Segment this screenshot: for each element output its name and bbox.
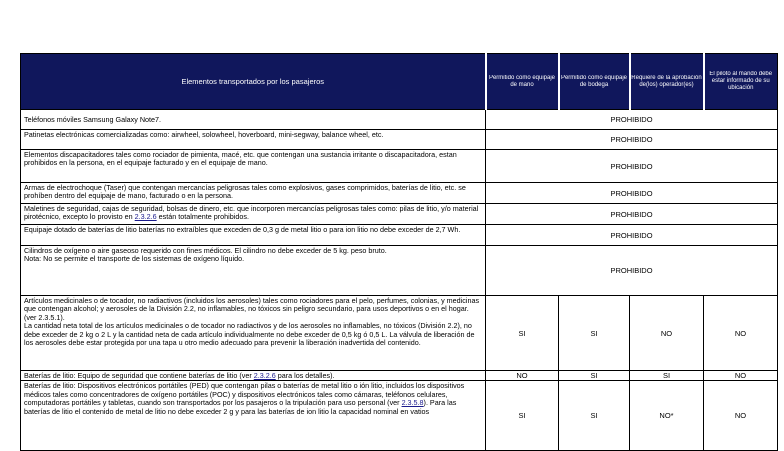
row-description: Elementos discapacitadores tales como rociador de pimienta, macé, etc. que contengan una sustancia irritante o discapacitadora, estan prohibidos en la persona, en el equipaje facturado y en el equipaje de mano. (21, 150, 486, 183)
desc-text: están totalmente prohibidos. (156, 212, 249, 222)
cell-operator-approval: SI (630, 371, 704, 381)
section-link[interactable]: 2.3.2.6 (134, 212, 157, 222)
cell-carry-on: NO (486, 371, 559, 381)
table-row (21, 296, 778, 371)
desc-paragraph: Artículos medicinales o de tocador, no radiactivos (incluidos los aerosoles) tales como rociadores para el pelo, perfumes, colonias, y medicinas que contengan alcohol; y aerosoles de la División 2.2, no inflamables, no tóxicos sin peligro secundario, para usos deportivos o en el hogar. (ver 2.3.5.1). (24, 296, 480, 322)
header-items-carried: Elementos transportados por los pasajeros (21, 54, 486, 110)
table-row (21, 150, 778, 183)
header-pilot-informed (704, 54, 778, 110)
row-status: PROHIBIDO (486, 204, 778, 225)
row-status: PROHIBIDO (486, 225, 778, 246)
row-status: PROHIBIDO (486, 110, 778, 130)
row-description: Equipaje dotado de baterías de litio baterías no extraíbles que exceden de 0,3 g de metal litio o para ion litio no debe exceder de 2,7 Wh. (21, 225, 486, 246)
row-description (21, 381, 486, 451)
row-description (21, 204, 486, 225)
row-description: Patinetas electrónicas comercializadas como: airwheel, solowheel, hoverboard, mini-segway, balance wheel, etc. (21, 130, 486, 150)
cell-checked: SI (559, 381, 630, 451)
table-header-row (21, 54, 778, 110)
header-carry-on (486, 54, 559, 110)
row-status: PROHIBIDO (486, 183, 778, 204)
row-status: PROHIBIDO (486, 150, 778, 183)
header-operator-approval-label: Requiere de la aprobación de(los) operador(es) (631, 74, 702, 88)
table-row (21, 381, 778, 451)
cell-operator-approval: NO (630, 296, 704, 371)
row-description (21, 296, 486, 371)
table-row (21, 130, 778, 150)
table-row (21, 225, 778, 246)
desc-text: Baterías de litio: Equipo de seguridad que contiene baterías de litio (ver (24, 371, 254, 380)
cell-pilot-informed: NO (704, 371, 778, 381)
table-row (21, 204, 778, 225)
header-checked-label: Permitido como equipaje de bodega (560, 74, 628, 88)
row-status: PROHIBIDO (486, 130, 778, 150)
dangerous-goods-table (20, 53, 778, 451)
desc-paragraph: Cilindros de oxígeno o aire gaseoso requerido con fines médicos. El cilindro no debe exceder de 5 kg. peso bruto. (24, 246, 387, 255)
table-row (21, 110, 778, 130)
row-description: Teléfonos móviles Samsung Galaxy Note7. (21, 110, 486, 130)
cell-pilot-informed: NO (704, 296, 778, 371)
section-link[interactable]: 2.3.2.6 (253, 371, 276, 380)
desc-note: Nota: No se permite el transporte de los sistemas de oxígeno líquido. (24, 254, 245, 264)
row-status: PROHIBIDO (486, 246, 778, 296)
desc-paragraph: La cantidad neta total de los artículos medicinales o de tocador no radiactivos y de los aerosoles no inflamables, no tóxicos (División 2.2), no debe exceder de 2 kg o 2 L y la cantidad neta de cada artículo individualmente no debe exceder de 0,5 kg ó 0,5 L. La válvula de liberación de los aerosoles debe estar protegida por una tapa u otro medio adecuado para prevenir la liberación inadvertida del contenido. (24, 321, 475, 348)
header-operator-approval (630, 54, 704, 110)
header-carry-on-label: Permitido como equipaje de mano (488, 74, 556, 88)
cell-checked: SI (559, 296, 630, 371)
desc-text: Maletines de seguridad, cajas de seguridad, bolsas de dinero, etc. que incorporen mercancías peligrosas tales como: pilas de litio, y/o material pirotécnico, excepto lo provisto en (24, 204, 479, 222)
table-row (21, 246, 778, 296)
row-description (21, 246, 486, 296)
cell-pilot-informed: NO (704, 381, 778, 451)
header-pilot-informed-label: El piloto al mando debe estar informado de su ubicación (709, 71, 773, 91)
table-row (21, 183, 778, 204)
cell-operator-approval: NO* (630, 381, 704, 451)
section-link[interactable]: 2.3.5.8 (401, 398, 424, 408)
cell-carry-on: SI (486, 296, 559, 371)
cell-carry-on: SI (486, 381, 559, 451)
table-row (21, 371, 778, 381)
row-description (21, 371, 486, 381)
header-checked (559, 54, 630, 110)
desc-text: ). Para las baterías de litio el contenido de metal de litio no debe exceder 2 g y para las baterías de ion litio la capacidad nominal en vatios (24, 398, 457, 416)
desc-text: Baterías de litio: Dispositivos electrónicos portátiles (PED) que contengan pilas o baterías de metal litio o ión litio, incluidos los dispositivos médicos tales como concentradores de oxígeno portátiles (POC) y dispositivos electrónicos tales como cámaras, teléfonos celulares, computadoras portátiles y tabletas, cuando son transportados por los pasajeros o la tripulación para uso personal (ver (24, 381, 465, 408)
row-description: Armas de electrochoque (Taser) que contengan mercancías peligrosas tales como explosivos, gases comprimidos, baterías de litio, etc. se prohíben dentro del equipaje de mano, facturado o en la persona. (21, 183, 486, 204)
cell-checked: SI (559, 371, 630, 381)
desc-text: para los detalles). (275, 371, 335, 380)
